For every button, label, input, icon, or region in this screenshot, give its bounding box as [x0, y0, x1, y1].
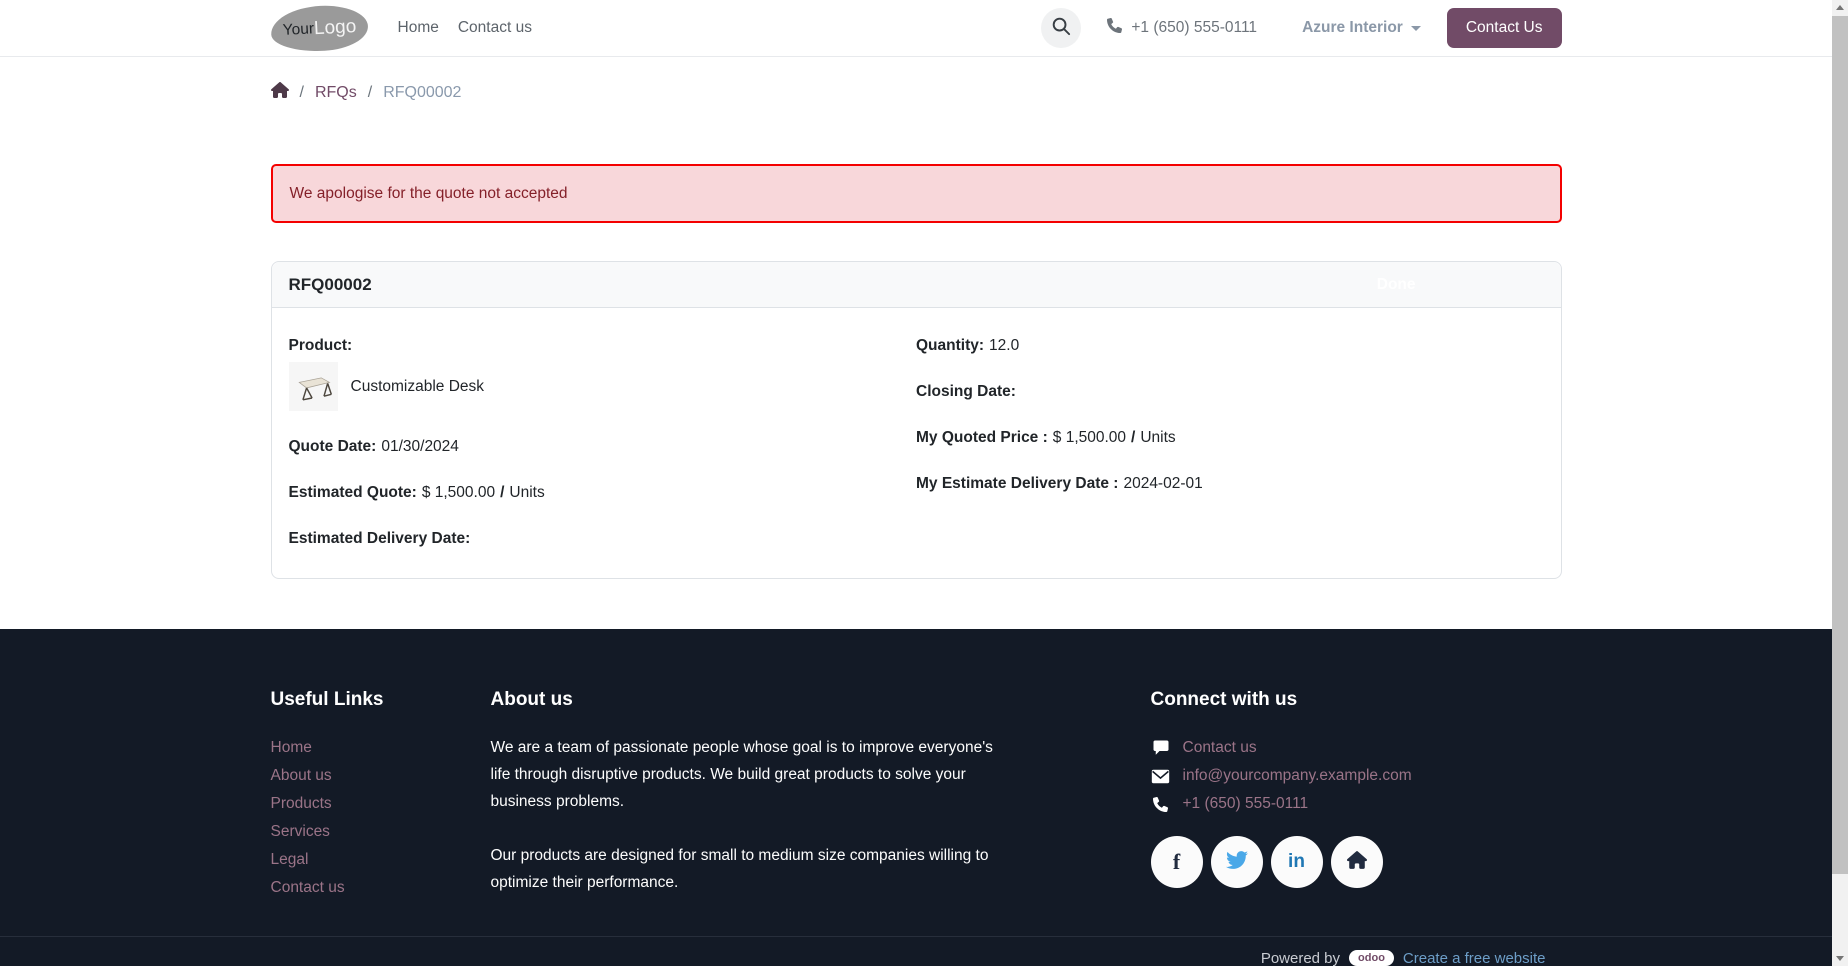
done-button[interactable]: Done — [1376, 275, 1416, 293]
closing-date-label: Closing Date: — [916, 383, 1016, 400]
quantity-value: 12.0 — [989, 337, 1020, 354]
footer-link-about-us[interactable]: About us — [270, 767, 332, 784]
rfq-card — [271, 261, 1562, 579]
search-button[interactable] — [1041, 8, 1081, 48]
create-free-website-link[interactable]: Create a free website — [1402, 950, 1546, 966]
product-label: Product: — [288, 337, 353, 354]
quoted-price-label: My Quoted Price : — [916, 429, 1048, 446]
logo-text-your: Your — [281, 19, 314, 38]
powered-by-label: Powered by — [1260, 950, 1341, 966]
estimate-delivery-label: My Estimate Delivery Date : — [916, 475, 1119, 492]
footer-link-home[interactable]: Home — [270, 739, 312, 756]
vertical-scrollbar[interactable] — [1832, 0, 1848, 966]
breadcrumb-home-link[interactable] — [271, 82, 289, 103]
rfq-card-body — [272, 308, 1561, 578]
about-title: About us — [490, 689, 573, 710]
top-navbar — [0, 0, 1832, 57]
contact-us-button[interactable]: Contact Us — [1447, 8, 1562, 48]
quote-date-value: 01/30/2024 — [381, 438, 459, 455]
home-social-button[interactable] — [1331, 836, 1383, 888]
breadcrumb-current: RFQ00002 — [383, 83, 462, 101]
estimate-delivery-value: 2024-02-01 — [1123, 475, 1203, 492]
about-paragraph-1: We are a team of passionate people whose goal is to improve everyone's life through disruptive products. We build great products to solve your business problems. — [490, 739, 993, 810]
search-icon — [1051, 16, 1072, 40]
footer-phone-link[interactable]: +1 (650) 555-0111 — [1182, 795, 1309, 812]
rfq-left-column — [289, 337, 917, 548]
estimated-quote-label: Estimated Quote: — [288, 484, 417, 501]
phone-icon — [1107, 18, 1122, 38]
header-phone[interactable] — [1107, 18, 1257, 38]
about-paragraph-2: Our products are designed for small to medium size companies willing to optimize their performance. — [490, 847, 989, 891]
logo-text-logo: Logo — [312, 15, 357, 39]
product-row — [289, 362, 917, 411]
footer-link-contact-us[interactable]: Contact us — [270, 879, 345, 896]
alert-message: We apologise for the quote not accepted — [289, 184, 568, 202]
product-name: Customizable Desk — [350, 377, 485, 395]
per-separator: / — [500, 484, 505, 501]
nav-item-home[interactable]: Home — [397, 19, 439, 36]
footer-bottom-bar — [0, 936, 1832, 966]
footer-about — [491, 689, 1151, 902]
breadcrumb — [271, 57, 1562, 103]
footer-link-products[interactable]: Products — [270, 795, 332, 812]
footer-link-services[interactable]: Services — [270, 823, 330, 840]
site-logo[interactable] — [269, 3, 368, 53]
rfq-title: RFQ00002 — [288, 274, 372, 294]
nav-item-contact-us[interactable]: Contact us — [457, 19, 532, 36]
social-row — [1151, 836, 1562, 888]
linkedin-icon: in — [1288, 851, 1305, 872]
breadcrumb-separator: / — [367, 83, 373, 101]
facebook-icon: f — [1172, 849, 1181, 874]
footer-useful-links — [271, 689, 491, 902]
per-separator: / — [1131, 429, 1136, 446]
user-menu-dropdown[interactable] — [1302, 19, 1421, 37]
quoted-price-value: $ 1,500.00 — [1052, 429, 1127, 446]
linkedin-button[interactable] — [1271, 836, 1323, 888]
scrollbar-up-arrow[interactable] — [1836, 5, 1844, 10]
main-nav — [398, 19, 532, 37]
header-phone-number: +1 (650) 555-0111 — [1131, 19, 1258, 36]
user-menu-label: Azure Interior — [1302, 19, 1403, 36]
quote-not-accepted-alert — [271, 164, 1562, 223]
estimated-delivery-label: Estimated Delivery Date: — [288, 530, 471, 547]
quantity-label: Quantity: — [916, 337, 985, 354]
phone-icon — [1151, 797, 1171, 812]
rfq-right-column — [916, 337, 1544, 548]
footer-email-link[interactable]: info@yourcompany.example.com — [1182, 767, 1412, 784]
twitter-button[interactable] — [1211, 836, 1263, 888]
product-image — [289, 362, 338, 411]
chevron-down-icon — [1411, 26, 1421, 31]
odoo-logo[interactable]: odoo — [1349, 950, 1394, 966]
footer-contact-us-link[interactable]: Contact us — [1182, 739, 1257, 756]
facebook-button[interactable] — [1151, 836, 1203, 888]
chat-bubble-icon — [1151, 739, 1171, 757]
estimated-quote-unit: Units — [509, 484, 545, 501]
rfq-card-header — [272, 262, 1561, 308]
home-icon — [1347, 851, 1367, 874]
breadcrumb-separator: / — [299, 83, 304, 101]
quote-date-label: Quote Date: — [288, 438, 377, 455]
scrollbar-thumb[interactable] — [1832, 16, 1848, 874]
desk-drawing — [291, 365, 335, 409]
scrollbar-down-arrow[interactable] — [1836, 956, 1844, 961]
footer-link-legal[interactable]: Legal — [270, 851, 309, 868]
footer-connect — [1151, 689, 1562, 902]
estimated-quote-value: $ 1,500.00 — [421, 484, 496, 501]
quoted-price-unit: Units — [1140, 429, 1176, 446]
footer — [0, 629, 1832, 966]
twitter-icon — [1226, 849, 1248, 876]
connect-title: Connect with us — [1150, 689, 1298, 710]
breadcrumb-rfqs-link[interactable]: RFQs — [314, 83, 357, 101]
home-icon — [271, 82, 289, 103]
envelope-icon — [1151, 769, 1171, 784]
useful-links-title: Useful Links — [270, 689, 384, 710]
